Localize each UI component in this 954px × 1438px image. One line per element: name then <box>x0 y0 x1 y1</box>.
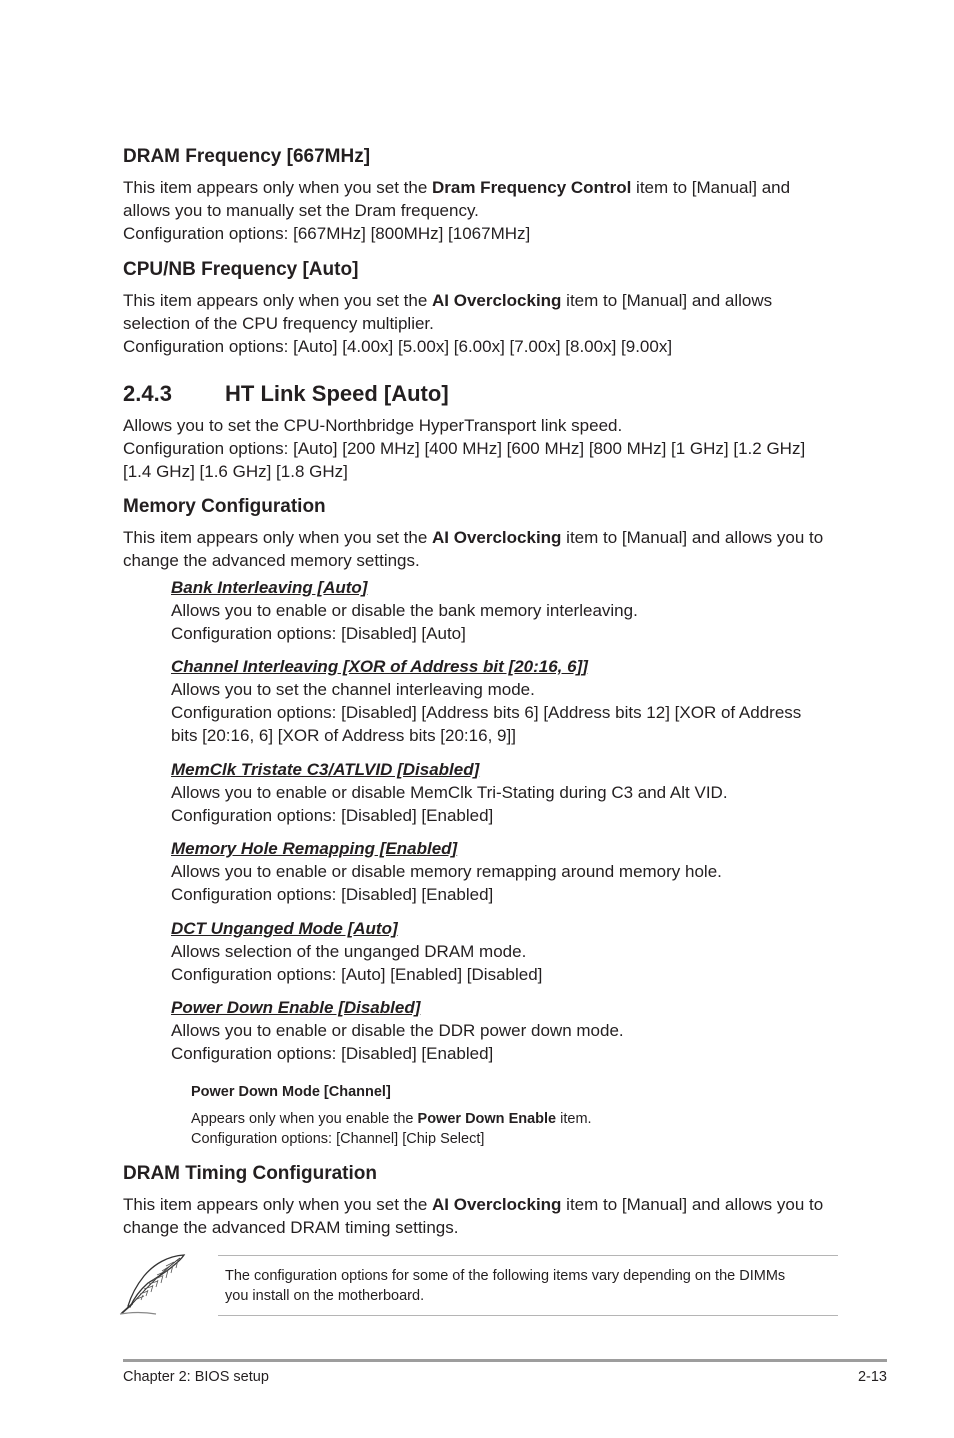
text-line: change the advanced memory settings. <box>123 551 420 570</box>
feather-quill-icon <box>118 1252 188 1318</box>
section-title: HT Link Speed [Auto] <box>225 381 449 406</box>
text-run: This item appears only when you set the <box>123 291 432 310</box>
text-run: item to [Manual] and <box>631 178 791 197</box>
power-down-enable-description <box>171 1019 851 1065</box>
text-line <box>123 1193 843 1216</box>
config-options: Configuration options: [Disabled] [Address bits 6] [Address bits 12] [XOR of Address <box>171 703 802 722</box>
text-run: This item appears only when you set the <box>123 178 432 197</box>
note-top-rule <box>218 1255 838 1256</box>
power-down-mode-description <box>191 1109 592 1149</box>
config-options: Configuration options: [667MHz] [800MHz] [1067MHz] <box>123 224 531 243</box>
note-text <box>225 1266 785 1306</box>
memory-hole-remapping-description <box>171 860 851 906</box>
bank-interleaving-description <box>171 599 851 645</box>
memory-configuration-description <box>123 526 843 572</box>
footer-chapter: Chapter 2: BIOS setup <box>123 1369 269 1385</box>
text-run: item. <box>556 1111 592 1127</box>
config-options: Configuration options: [Auto] [200 MHz] [400 MHz] [600 MHz] [800 MHz] [1 GHz] [1.2 GHz] <box>123 439 806 458</box>
dram-frequency-description <box>123 176 843 245</box>
dram-timing-heading: DRAM Timing Configuration <box>123 1163 378 1184</box>
section-heading <box>123 380 449 408</box>
text-line <box>123 289 843 312</box>
dram-timing-description <box>123 1193 843 1239</box>
text-line: The configuration options for some of the following items vary depending on the DIMMs <box>225 1268 786 1284</box>
bank-interleaving-title: Bank Interleaving [Auto] <box>171 578 368 597</box>
cpu-nb-frequency-heading: CPU/NB Frequency [Auto] <box>123 259 359 280</box>
bold-term: Dram Frequency Control <box>432 178 632 197</box>
page-number: 2-13 <box>857 1369 887 1385</box>
text-line <box>123 526 843 549</box>
config-options: Configuration options: [Disabled] [Enabled] <box>171 1044 494 1063</box>
note-bottom-rule <box>218 1315 838 1316</box>
section-number: 2.4.3 <box>123 381 172 406</box>
bold-term: AI Overclocking <box>432 1195 562 1214</box>
dct-unganged-mode-description <box>171 940 851 986</box>
text-run: item to [Manual] and allows you to <box>561 1195 824 1214</box>
text-run: This item appears only when you set the <box>123 1195 432 1214</box>
cpu-nb-frequency-description <box>123 289 843 358</box>
memory-configuration-heading: Memory Configuration <box>123 496 326 517</box>
memclk-tristate-description <box>171 781 851 827</box>
ht-link-speed-description <box>123 414 843 483</box>
text-run: item to [Manual] and allows <box>561 291 773 310</box>
config-options-continued: [1.4 GHz] [1.6 GHz] [1.8 GHz] <box>123 462 348 481</box>
memclk-tristate-title: MemClk Tristate C3/ATLVID [Disabled] <box>171 760 480 779</box>
text-line <box>123 176 843 199</box>
config-options: Configuration options: [Disabled] [Enabled] <box>171 885 494 904</box>
channel-interleaving-description <box>171 678 851 747</box>
config-options: Configuration options: [Disabled] [Enabled] <box>171 806 494 825</box>
bold-term: AI Overclocking <box>432 291 562 310</box>
text-line: Allows you to enable or disable the bank memory interleaving. <box>171 601 638 620</box>
config-options-continued: bits [20:16, 6] [XOR of Address bits [20:16, 9]] <box>171 726 516 745</box>
power-down-mode-title: Power Down Mode [Channel] <box>191 1084 391 1100</box>
text-run: item to [Manual] and allows you to <box>561 528 824 547</box>
text-line: change the advanced DRAM timing settings. <box>123 1218 459 1237</box>
text-line: Allows selection of the unganged DRAM mode. <box>171 942 527 961</box>
bold-term: Power Down Enable <box>417 1111 557 1127</box>
text-line: Allows you to enable or disable memory remapping around memory hole. <box>171 862 722 881</box>
config-options: Configuration options: [Auto] [4.00x] [5.00x] [6.00x] [7.00x] [8.00x] [9.00x] <box>123 337 673 356</box>
text-line: Allows you to enable or disable the DDR power down mode. <box>171 1021 624 1040</box>
text-run: This item appears only when you set the <box>123 528 432 547</box>
bold-term: AI Overclocking <box>432 528 562 547</box>
text-run: Appears only when you enable the <box>191 1111 418 1127</box>
config-options: Configuration options: [Channel] [Chip Select] <box>191 1131 485 1147</box>
text-line: Allows you to enable or disable MemClk Tri-Stating during C3 and Alt VID. <box>171 783 728 802</box>
text-line: allows you to manually set the Dram frequency. <box>123 201 479 220</box>
power-down-enable-title: Power Down Enable [Disabled] <box>171 998 421 1017</box>
memory-hole-remapping-title: Memory Hole Remapping [Enabled] <box>171 839 458 858</box>
config-options: Configuration options: [Auto] [Enabled] [Disabled] <box>171 965 543 984</box>
dct-unganged-mode-title: DCT Unganged Mode [Auto] <box>171 919 398 938</box>
text-line <box>191 1109 592 1129</box>
config-options: Configuration options: [Disabled] [Auto] <box>171 624 466 643</box>
footer-rule <box>123 1359 887 1362</box>
text-line: Allows you to set the channel interleaving mode. <box>171 680 535 699</box>
text-line: Allows you to set the CPU-Northbridge HyperTransport link speed. <box>123 416 623 435</box>
text-line: you install on the motherboard. <box>225 1288 425 1304</box>
dram-frequency-heading: DRAM Frequency [667MHz] <box>123 146 371 167</box>
channel-interleaving-title: Channel Interleaving [XOR of Address bit [20:16, 6]] <box>171 657 588 676</box>
text-line: selection of the CPU frequency multiplier. <box>123 314 434 333</box>
